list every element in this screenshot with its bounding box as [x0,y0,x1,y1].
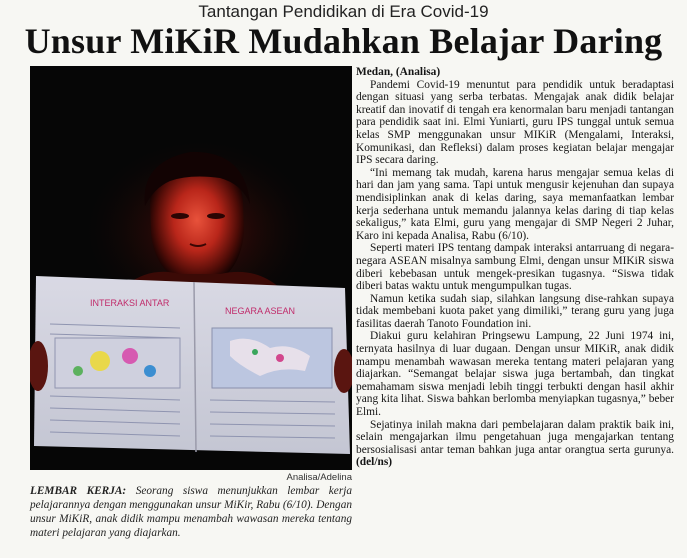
headline: Unsur MiKiR Mudahkan Belajar Daring [24,21,663,61]
dateline: Medan, (Analisa) [356,66,441,78]
article-paragraph-text: Sejatinya inilah makna dari pembelajaran dalam praktik baik ini, selain mengajarkan ilmu pengetahuan juga mengajarkan tentang bersosialisasi antar teman bahkan juga antar orangtua serta gurunya. [356,418,674,456]
photo-caption [30,484,352,540]
article-body [356,66,674,469]
worksheet [34,276,350,454]
article-paragraph: Diakui guru kelahiran Pringsewu Lampung, 22 Juni 1974 ini, ternyata hasilnya di luar dugaan. Dengan unsur MIKiR, anak didik mampu menambah wawasan mereka tentang materi pelajaran yang diajarkan. “Semangat belajar siswa juga bertambah, dan tingkat pemahamam siswa menjadi lebih tinggi terbukti dengan hasil akhir yang kita lihat. Siswa bahkan berlomba menyiapkan tugasnya,” beber Elmi. [356,330,674,419]
news-photo [30,66,352,470]
photo-credit: Analisa/Adelina [286,472,352,483]
kicker: Tantangan Pendidikan di Era Covid-19 [198,2,489,21]
caption-lead: LEMBAR KERJA: [30,485,127,497]
caption-text: Seorang siswa menunjukkan lembar kerja pelajarannya dengan menggunakan unsur MiKir, Rabu (6/10). Dengan unsur MiKiR, anak didik mampu menambah wawasan mereka tentang materi pelajaran yang diajarkan. [30,485,353,539]
worksheet-text-right: NEGARA ASEAN [225,306,296,316]
signoff: (del/ns) [356,456,393,469]
article-paragraph: Namun ketika sudah siap, silahkan langsung dise-rahkan supaya tidak membebani kuota paket yang dimiliki,” terang guru yang juga fasilitas daerah Tanoto Foundation ini. [356,292,674,330]
article-paragraph: Pandemi Covid-19 menuntut para pendidik untuk beradaptasi dengan situasi yang serba terbatas. Mengajak anak didik belajar kreatif dan inovatif di tengah era kenormalan baru menjadi tantangan para pendidik saat ini. Elmi Yuniarti, guru IPS tunggal untuk semua kelas SMP menggunakan unsur MIKiR (Mengalami, Interaksi, Komunikasi, dan Refleksi) dalam proses kegiatan belajar mengajar IPS secara daring. [356,78,674,167]
article-paragraph-last [356,419,674,469]
worksheet-text-left: INTERAKSI ANTAR [90,298,170,308]
article-paragraph: “Ini memang tak mudah, karena harus mengajar semua kelas di hari dan jam yang sama. Tapi untuk mengusir kejenuhan dan supaya mendisiplinkan anak di kelas daring, saya memanfaatkan lembar kerja sederhana untuk memandu jalannya kelas daring di tiap kelas sekaligus,” kata Elmi, guru yang mengajar di SMP Negeri 2 Juhar, Karo ini kepada Analisa, Rabu (6/10). [356,166,674,242]
article-paragraph: Seperti materi IPS tentang dampak interaksi antarruang di negara-negara ASEAN misalnya sambung Elmi, dengan unsur MIKiR siswa diberi kebebasan untuk mengek-presikan tugasnya. “Siswa tidak diberi batas waktu untuk mengumpulkan tugas. [356,242,674,293]
